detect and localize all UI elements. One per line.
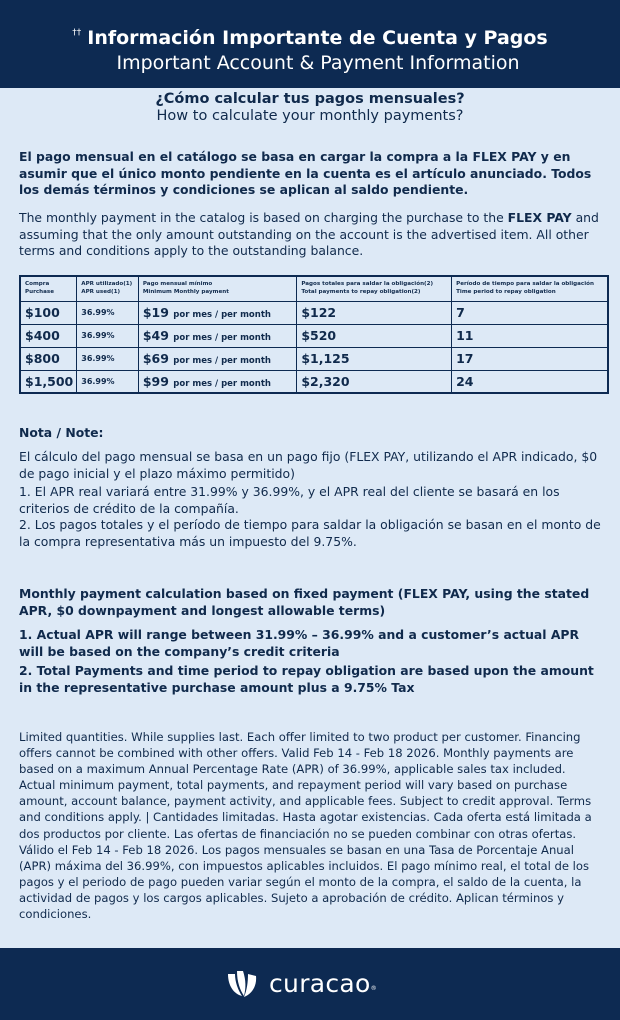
cell-apr: 36.99%: [77, 347, 139, 370]
registered-mark: ®: [370, 985, 377, 992]
note-en-intro: Monthly payment calculation based on fixed payment (FLEX PAY, using the stated APR, $0 downpayment and longest allowable terms): [19, 586, 590, 618]
cell-purchase: $400: [20, 324, 77, 347]
cell-apr: 36.99%: [77, 301, 139, 324]
table-header-row: [20, 276, 608, 301]
header-purchase: Compra Purchase: [20, 276, 77, 301]
note-es-item2: 2. Los pagos totales y el período de tiempo para saldar la obligación se basan en el monto de la compra representativa más un impuesto del 9.75%.: [19, 517, 601, 549]
cell-period: 11: [452, 324, 608, 347]
cell-total: $2,320: [297, 370, 452, 393]
note-es-item1: 1. El APR real variará entre 31.99% y 36.99%, y el APR real del cliente se basará en los criterios de crédito de la compañía.: [19, 484, 560, 516]
header-title-es: [0, 27, 620, 49]
cell-apr: 36.99%: [77, 370, 139, 393]
table-row: [20, 370, 608, 393]
cell-monthly: $69 por mes / per month: [138, 347, 296, 370]
intro-en: [19, 210, 601, 260]
header-total: Pagos totales para saldar la obligación(2) Total payments to repay obligation(2): [297, 276, 452, 301]
cell-monthly: $99 por mes / per month: [138, 370, 296, 393]
header-monthly: Pago mensual mínimo Minimum Monthly payment: [138, 276, 296, 301]
note-en-item1: 1. Actual APR will range between 31.99% – 36.99% and a customer’s actual APR will be based on the company’s credit criteria: [19, 627, 580, 659]
header-title-es-text: Información Importante de Cuenta y Pagos: [87, 27, 548, 49]
intro-en-bold: FLEX PAY: [507, 210, 572, 225]
fine-print: Limited quantities. While supplies last. Each offer limited to two product per customer. Financing offers cannot be combined with other offers. Valid Feb 14 - Feb 18 2026. Monthly payments are based on a maximum Annual Percentage Rate (APR) of 36.99%, applicable sales tax included. Actual minimum payment, total payments, and repayment period will vary based on purchase amount, account balance, payment activity, and applicable fees. Subject to credit approval. Terms and conditions apply. | Cantidades limitadas. Hasta agotar existencias. Cada oferta está limitada a dos productos por cliente. Las ofertas de financiación no se pueden combinar con otras ofertas. Válido el Feb 14 - Feb 18 2026. Los pagos mensuales se basan en una Tasa de Porcentaje Anual (APR) máxima del 36.99%, con impuestos aplicables incluidos. El pago mínimo real, el total de los pagos y el periodo de pago pueden variar según el monto de la compra, el saldo de la cuenta, la actividad de pagos y los cargos aplicables. Sujeto a aprobación de crédito. Aplican términos y condiciones.: [19, 730, 592, 922]
note-title: Nota / Note:: [19, 425, 104, 440]
table-row: [20, 301, 608, 324]
cell-total: $520: [297, 324, 452, 347]
curacao-leaf-icon: [224, 968, 264, 1000]
cell-total: $1,125: [297, 347, 452, 370]
intro-en-part1: The monthly payment in the catalog is based on charging the purchase to the: [19, 210, 508, 225]
payment-table: [19, 275, 609, 394]
subheading-es: ¿Cómo calcular tus pagos mensuales?: [155, 91, 465, 107]
cell-monthly: $19 por mes / per month: [138, 301, 296, 324]
dagger-mark: ††: [72, 28, 82, 38]
table-row: [20, 347, 608, 370]
header-title-en: Important Account & Payment Information: [116, 52, 520, 74]
cell-period: 24: [452, 370, 608, 393]
brand-name: curacao: [269, 969, 371, 998]
note-es-intro: El cálculo del pago mensual se basa en un pago fijo (FLEX PAY, utilizando el APR indicado, $0 de pago inicial y el plazo máximo permitido): [19, 449, 598, 481]
cell-purchase: $1,500: [20, 370, 77, 393]
cell-period: 7: [452, 301, 608, 324]
note-en-item2: 2. Total Payments and time period to repay obligation are based upon the amount in the representative purchase amount plus a 9.75% Tax: [19, 663, 594, 695]
subheading-en: How to calculate your monthly payments?: [156, 108, 464, 124]
intro-en-part2: and assuming that the only amount outstanding on the account is the advertised item. All other terms and conditions apply to the outstanding balance.: [19, 210, 599, 258]
cell-purchase: $100: [20, 301, 77, 324]
header-apr: APR utilizado(1) APR used(1): [77, 276, 139, 301]
cell-total: $122: [297, 301, 452, 324]
intro-es: El pago mensual en el catálogo se basa en cargar la compra a la FLEX PAY y en asumir que el único monto pendiente en la cuenta es el artículo anunciado. Todos los demás términos y condiciones se aplican al saldo pendiente.: [19, 149, 592, 197]
cell-purchase: $800: [20, 347, 77, 370]
cell-period: 17: [452, 347, 608, 370]
footer-banner: [0, 948, 620, 1020]
header-period: Período de tiempo para saldar la obligación Time period to repay obligation: [452, 276, 608, 301]
header-banner: [0, 0, 620, 88]
cell-monthly: $49 por mes / per month: [138, 324, 296, 347]
table-row: [20, 324, 608, 347]
brand-wordmark: [269, 968, 377, 1005]
cell-apr: 36.99%: [77, 324, 139, 347]
